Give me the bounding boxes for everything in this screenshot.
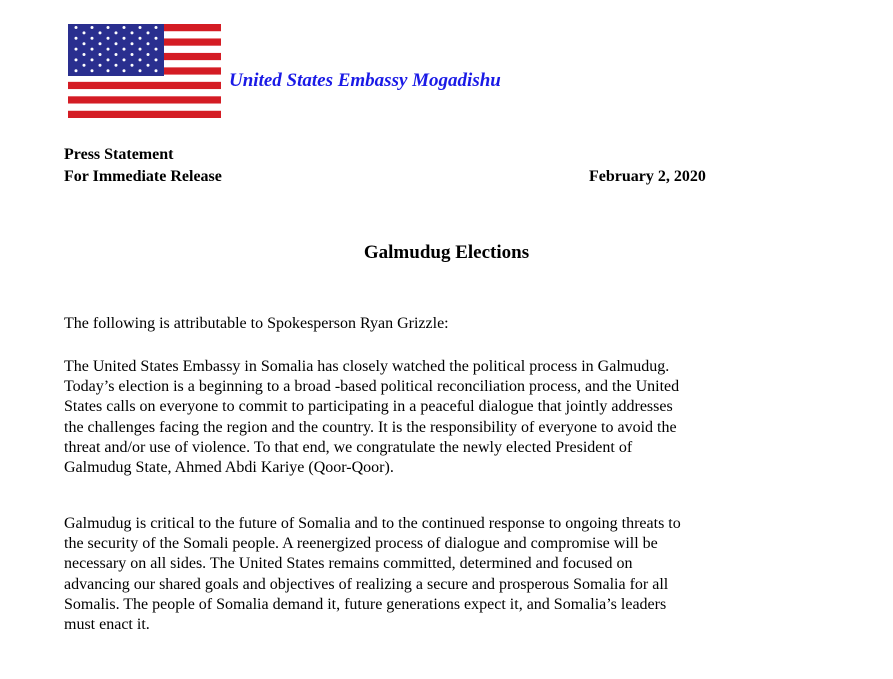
paragraph-1-line: States calls on everyone to commit to participating in a peaceful dialogue that jointly addresses [64,398,673,416]
paragraph-2-line: must enact it. [64,616,150,634]
paragraph-1-line: threat and/or use of violence. To that end, we congratulate the newly elected President of [64,438,633,456]
paragraph-1 [64,357,679,478]
paragraph-1-line: The United States Embassy in Somalia has closely watched the political process in Galmudug. [64,358,670,375]
embassy-name: United States Embassy Mogadishu [229,70,501,91]
paragraph-2-line: Somalis. The people of Somalia demand it, future generations expect it, and Somalia’s leaders [64,595,667,613]
us-flag-icon [68,24,221,118]
paragraph-1-line: the challenges facing the region and the country. It is the responsibility of everyone to avoid the [64,418,677,436]
paragraph-1-line: Galmudug State, Ahmed Abdi Kariye (Qoor-Qoor). [64,459,394,477]
release-date: February 2, 2020 [589,168,706,185]
paragraph-1-line: Today’s election is a beginning to a broad -based political reconciliation process, and the United [64,378,680,396]
statement-type: Press Statement [64,146,174,163]
paragraph-2-line: necessary on all sides. The United States remains committed, determined and focused on [64,555,633,573]
paragraph-2 [64,514,681,635]
attribution-line: The following is attributable to Spokesperson Ryan Grizzle: [64,315,449,332]
paragraph-2-line: Galmudug is critical to the future of Somalia and to the continued response to ongoing threats to [64,515,681,532]
paragraph-2-line: advancing our shared goals and objectives of realizing a secure and prosperous Somalia for all [64,575,669,593]
release-line: For Immediate Release [64,168,222,185]
page-title: Galmudug Elections [363,242,530,263]
paragraph-2-line: the security of the Somali people. A reenergized process of dialogue and compromise will be [64,535,658,553]
